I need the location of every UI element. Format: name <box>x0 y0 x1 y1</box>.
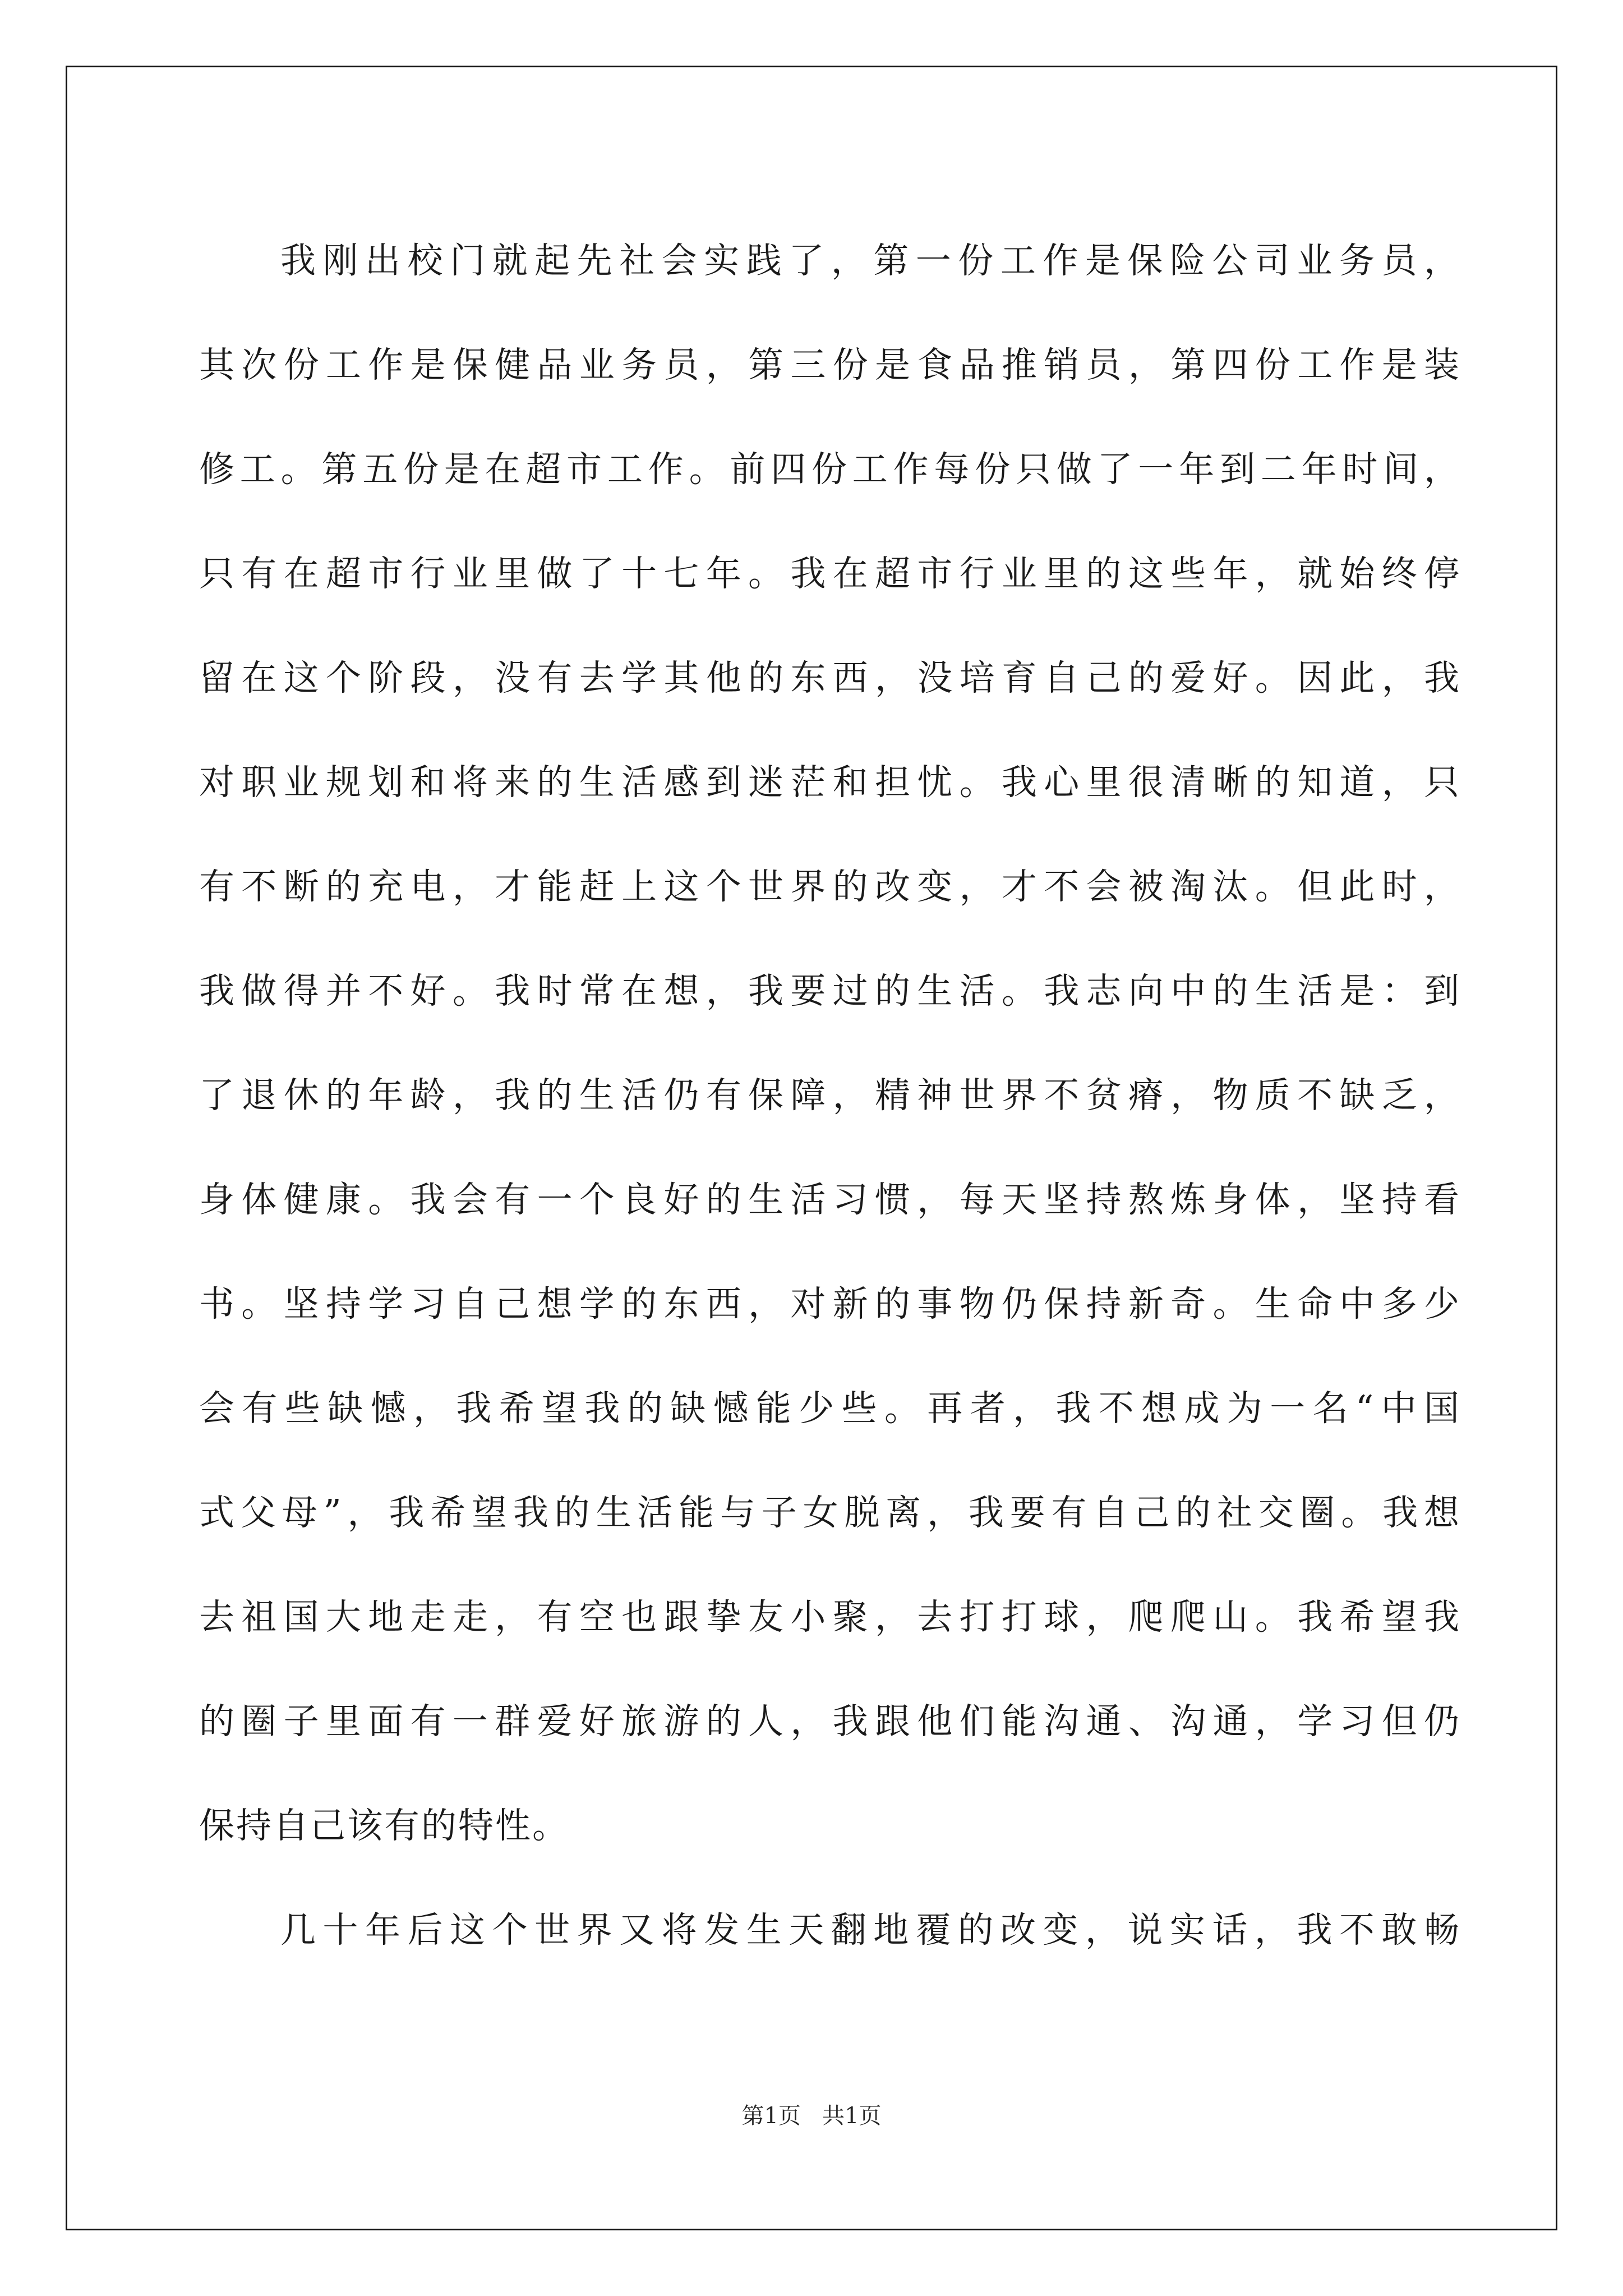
text-line: 保持自己该有的特性。 <box>199 1805 569 1846</box>
body-text <box>199 209 1461 1982</box>
text-line: 去祖国大地走走，有空也跟挚友小聚，去打打球，爬爬山。我希望我 <box>199 1596 1461 1637</box>
text-line: 对职业规划和将来的生活感到迷茫和担忧。我心里很清晰的知道，只 <box>199 762 1461 803</box>
text-line: 书。坚持学习自己想学的东西，对新的事物仍保持新奇。生命中多少 <box>199 1283 1461 1324</box>
text-line: 我刚出校门就起先社会实践了，第一份工作是保险公司业务员， <box>280 240 1461 281</box>
text-line: 有不断的充电，才能赶上这个世界的改变，才不会被淘汰。但此时， <box>199 866 1461 907</box>
page-footer: 第1页 共1页 <box>741 2103 882 2129</box>
text-line: 几十年后这个世界又将发生天翻地覆的改变，说实话，我不敢畅 <box>280 1910 1461 1950</box>
text-line: 式父母”，我希望我的生活能与子女脱离，我要有自己的社交圈。我想 <box>199 1492 1461 1533</box>
text-line: 身体健康。我会有一个良好的生活习惯，每天坚持熬炼身体，坚持看 <box>199 1179 1461 1220</box>
text-line: 我做得并不好。我时常在想，我要过的生活。我志向中的生活是：到 <box>199 970 1461 1011</box>
text-line: 留在这个阶段，没有去学其他的东西，没培育自己的爱好。因此，我 <box>199 657 1461 698</box>
text-line: 修工。第五份是在超市工作。前四份工作每份只做了一年到二年时间， <box>199 449 1461 490</box>
text-line: 只有在超市行业里做了十七年。我在超市行业里的这些年，就始终停 <box>199 553 1461 594</box>
text-line: 会有些缺憾，我希望我的缺憾能少些。再者，我不想成为一名“中国 <box>199 1388 1461 1429</box>
text-line: 了退休的年龄，我的生活仍有保障，精神世界不贫瘠，物质不缺乏， <box>199 1075 1461 1116</box>
text-line: 的圈子里面有一群爱好旅游的人，我跟他们能沟通、沟通，学习但仍 <box>199 1701 1461 1742</box>
text-line: 其次份工作是保健品业务员，第三份是食品推销员，第四份工作是装 <box>199 344 1461 385</box>
